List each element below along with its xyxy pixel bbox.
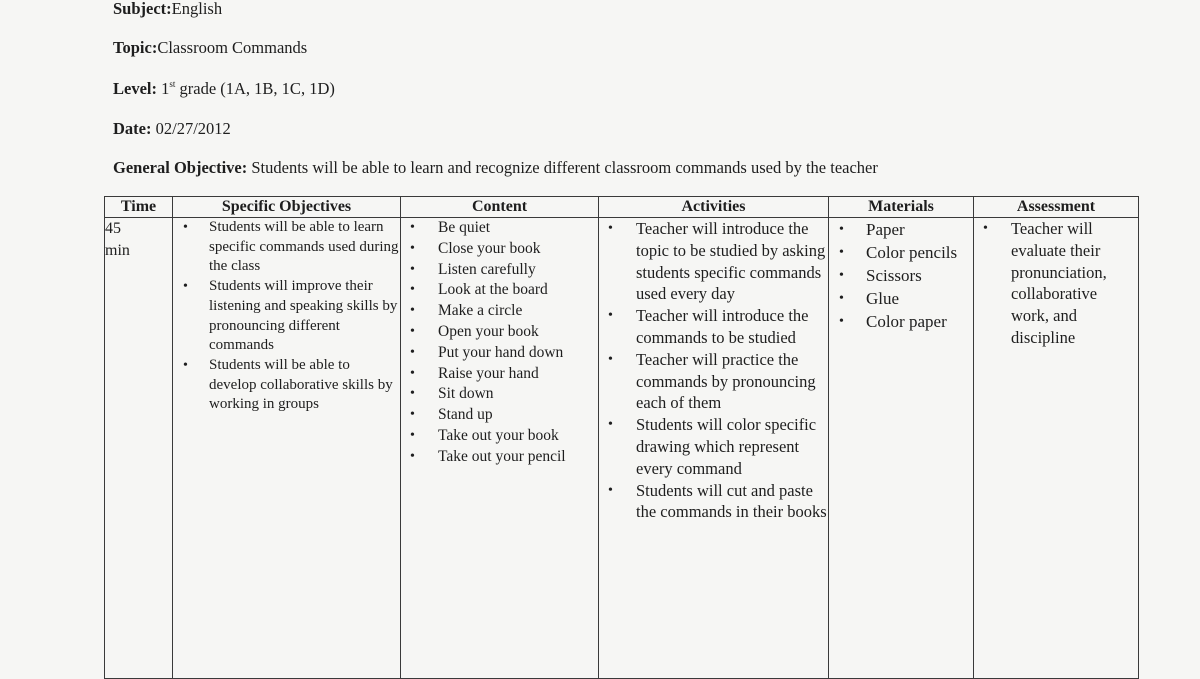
content-item: • Close your book [401, 239, 598, 260]
topic-value: Classroom Commands [157, 38, 308, 57]
content-item: • Listen carefully [401, 260, 598, 281]
content-item: • Look at the board [401, 280, 598, 301]
content-item: • Make a circle [401, 301, 598, 322]
level-rest: grade (1A, 1B, 1C, 1D) [175, 79, 335, 98]
content-item: • Stand up [401, 405, 598, 426]
materials-cell [829, 218, 974, 679]
material-item-list [829, 218, 973, 333]
specific-objective-item-list [173, 218, 400, 415]
specific-objective-item: • Students will improve their listening and speaking skills by pronouncing different commands [173, 277, 400, 356]
level-label: Level: [113, 79, 157, 98]
topic-line [113, 38, 307, 58]
subject-value: English [171, 0, 223, 18]
general-objective-label: General Objective: [113, 158, 248, 177]
activity-item: • Teacher will introduce the commands to be studied [599, 305, 828, 349]
col-header-time: Time [105, 197, 173, 218]
material-item: • Color paper [829, 310, 973, 333]
material-item: • Scissors [829, 264, 973, 287]
content-item-list [401, 218, 598, 468]
level-line [113, 79, 335, 99]
time-cell [105, 218, 173, 679]
level-number: 1 [161, 79, 170, 98]
date-line [113, 119, 231, 139]
assessment-cell [974, 218, 1139, 679]
content-item: • Take out your pencil [401, 447, 598, 468]
col-header-assessment: Assessment [974, 197, 1139, 218]
col-header-specific-objectives: Specific Objectives [173, 197, 401, 218]
col-header-materials: Materials [829, 197, 974, 218]
activity-item: • Teacher will practice the commands by pronouncing each of them [599, 349, 828, 414]
date-value: 02/27/2012 [155, 119, 231, 138]
subject-line [113, 0, 222, 19]
general-objective-value: Students will be able to learn and recognize different classroom commands used by the teacher [251, 158, 878, 177]
subject-label: Subject: [113, 0, 172, 18]
activity-item: • Teacher will introduce the topic to be studied by asking students specific commands used every day [599, 218, 828, 305]
assessment-item: • Teacher will evaluate their pronunciation, collaborative work, and discipline [974, 218, 1138, 349]
material-item: • Glue [829, 287, 973, 310]
assessment-item-list [974, 218, 1138, 349]
activities-cell [599, 218, 829, 679]
specific-objective-item: • Students will be able to develop collaborative skills by working in groups [173, 356, 400, 415]
content-item: • Put your hand down [401, 343, 598, 364]
col-header-content: Content [401, 197, 599, 218]
specific-objective-item: • Students will be able to learn specific commands used during the class [173, 218, 400, 277]
time-value: 45 min [105, 220, 130, 259]
material-item: • Paper [829, 218, 973, 241]
general-objective-line [113, 158, 878, 178]
table-header-row [105, 197, 1139, 218]
table-row [105, 218, 1139, 679]
col-header-activities: Activities [599, 197, 829, 218]
content-item: • Raise your hand [401, 364, 598, 385]
content-item: • Be quiet [401, 218, 598, 239]
content-cell [401, 218, 599, 679]
activity-item: • Students will color specific drawing which represent every command [599, 414, 828, 479]
content-item: • Open your book [401, 322, 598, 343]
material-item: • Color pencils [829, 241, 973, 264]
topic-label: Topic: [113, 38, 158, 57]
level-suffix: st [169, 79, 176, 89]
content-item: • Sit down [401, 384, 598, 405]
date-label: Date: [113, 119, 152, 138]
activity-item: • Students will cut and paste the commands in their books [599, 480, 828, 524]
activity-item-list [599, 218, 828, 523]
content-item: • Take out your book [401, 426, 598, 447]
specific-objectives-cell [173, 218, 401, 679]
lesson-plan-table [104, 196, 1139, 679]
